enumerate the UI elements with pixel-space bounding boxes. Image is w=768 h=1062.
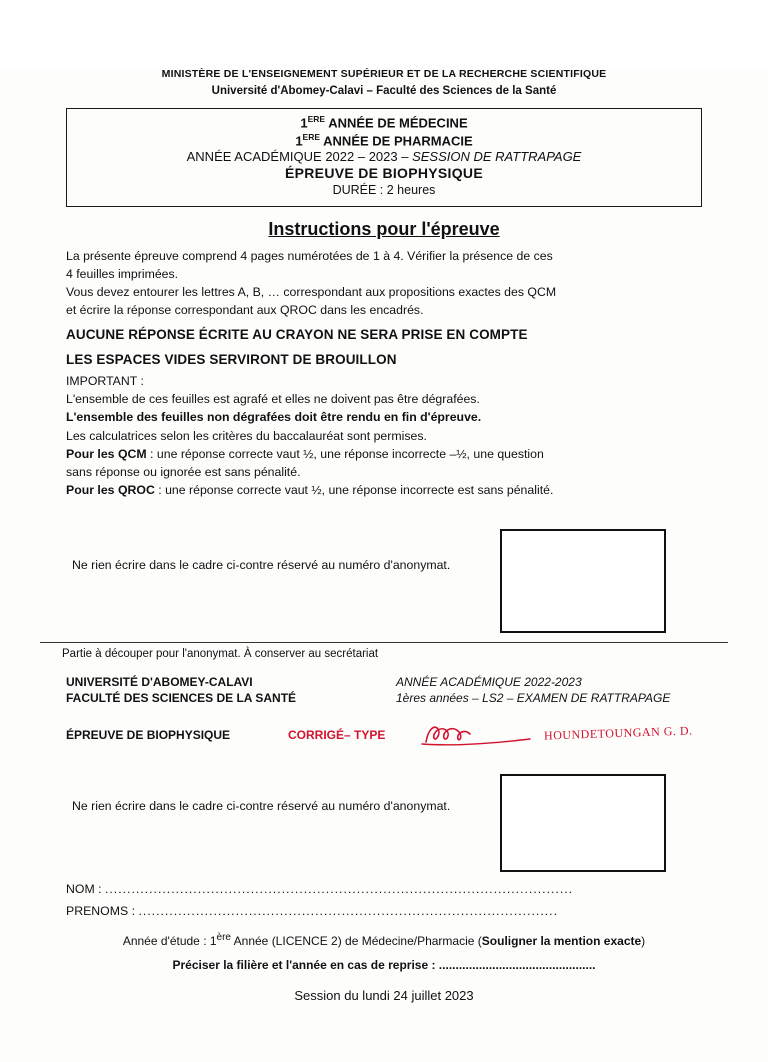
secondary-academic-year: ANNÉE ACADÉMIQUE 2022-2023	[396, 674, 582, 689]
subject-title: ÉPREUVE DE BIOPHYSIQUE	[285, 165, 483, 182]
instructions-para1-line1: La présente épreuve comprend 4 pages numérotées de 1 à 4. Vérifier la présence de ces	[66, 248, 553, 263]
cut-note: Partie à découper pour l'anonymat. À conserver au secrétariat	[62, 647, 379, 660]
nom-input-line[interactable]: ..........................................................................................................	[104, 881, 574, 896]
qroc-text: : une réponse correcte vaut ½, une réponse incorrecte est sans pénalité.	[154, 483, 554, 498]
instructions-body	[66, 248, 702, 499]
instructions-para2-line2: et écrire la réponse correspondant aux QROC dans les encadrés.	[66, 303, 424, 318]
nom-label: NOM :	[66, 881, 102, 896]
exam-cover-page	[0, 68, 768, 1062]
instructions-para1-line2: 4 feuilles imprimées.	[66, 266, 179, 281]
degree-line-pharmacie	[73, 132, 695, 150]
corrige-type-label: CORRIGÉ– TYPE	[288, 727, 386, 742]
secondary-session: 1ères années – LS2 – EXAMEN DE RATTRAPAGE	[396, 690, 671, 705]
prenoms-field-row[interactable]	[66, 904, 702, 918]
anonymat-number-box-bottom[interactable]	[500, 774, 666, 872]
handwritten-signature	[418, 720, 538, 750]
secondary-faculty: FACULTÉ DES SCIENCES DE LA SANTÉ	[66, 690, 297, 705]
anonymat-number-box-top[interactable]	[500, 529, 666, 633]
prenoms-label: PRENOMS :	[66, 903, 136, 918]
prenoms-input-line[interactable]: ...............................................................................................	[138, 903, 559, 918]
degree-medecine-rest: ANNÉE DE MÉDECINE	[325, 115, 468, 131]
epreuve-label: ÉPREUVE DE BIOPHYSIQUE	[66, 727, 231, 742]
qcm-label: Pour les QCM	[66, 446, 147, 461]
exam-title-box	[66, 108, 702, 207]
annee-etude-suffix: )	[641, 933, 646, 948]
important-line3: Les calculatrices selon les critères du baccalauréat sont permises.	[66, 428, 427, 443]
academic-year-text: ANNÉE ACADÉMIQUE 2022 – 2023 –	[186, 149, 413, 165]
session-type-text: SESSION DE RATTRAPAGE	[412, 149, 582, 165]
warning-blank-space: LES ESPACES VIDES SERVIRONT DE BROUILLON	[66, 352, 397, 368]
epreuve-corrige-row	[66, 724, 702, 756]
anonymat-note-top: Ne rien écrire dans le cadre ci-contre réservé au numéro d'anonymat.	[72, 557, 451, 572]
degree-medecine-prefix: 1	[300, 115, 308, 131]
academic-year-line	[73, 149, 695, 165]
signature-name: HOUNDETOUNGAN G. D.	[543, 722, 693, 743]
annee-etude-middle: Année (LICENCE 2) de Médecine/Pharmacie (	[230, 933, 482, 948]
important-label: IMPORTANT :	[66, 374, 144, 389]
instructions-para2-line1: Vous devez entourer les lettres A, B, … correspondant aux propositions exactes des QCM	[66, 284, 557, 299]
important-line1: L'ensemble de ces feuilles est agrafé et elles ne doivent pas être dégrafées.	[66, 392, 480, 407]
anonymat-section-top	[66, 529, 702, 634]
qroc-rule	[66, 482, 702, 498]
annee-etude-bold: Souligner la mention exacte	[481, 933, 642, 948]
annee-etude-sup: ère	[216, 931, 231, 943]
degree-line-medecine	[73, 114, 695, 132]
qcm-text: : une réponse correcte vaut ½, une réponse incorrecte –½, une question	[146, 446, 544, 461]
ministry-line: MINISTÈRE DE L'ENSEIGNEMENT SUPÉRIEUR ET DE LA RECHERCHE SCIENTIFIQUE	[161, 68, 607, 80]
qroc-label: Pour les QROC	[66, 483, 155, 498]
university-line: Université d'Abomey-Calavi – Faculté des Sciences de la Santé	[211, 85, 557, 97]
degree-pharmacie-rest: ANNÉE DE PHARMACIE	[320, 132, 473, 148]
session-date-line: Session du lundi 24 juillet 2023	[294, 987, 474, 1003]
anonymat-note-bottom: Ne rien écrire dans le cadre ci-contre réservé au numéro d'anonymat.	[72, 798, 451, 813]
degree-pharmacie-sup: ERE	[302, 131, 321, 142]
warning-pencil: AUCUNE RÉPONSE ÉCRITE AU CRAYON NE SERA PRISE EN COMPTE	[66, 327, 528, 343]
secondary-header-right	[396, 674, 670, 706]
nom-field-row[interactable]	[66, 882, 702, 896]
qcm-rule-line1	[66, 446, 702, 462]
qcm-rule-line2: sans réponse ou ignorée est sans pénalité.	[66, 465, 301, 480]
anonymat-section-bottom	[66, 774, 702, 874]
annee-etude-line	[66, 932, 702, 948]
secondary-university: UNIVERSITÉ D'ABOMEY-CALAVI	[66, 674, 253, 689]
important-line2: L'ensemble des feuilles non dégrafées doit être rendu en fin d'épreuve.	[66, 410, 482, 425]
annee-etude-prefix: Année d'étude : 1	[122, 933, 217, 948]
preciser-filiere-line[interactable]: Préciser la filière et l'année en cas de reprise : ...............................................	[172, 957, 596, 972]
secondary-header	[66, 674, 702, 708]
duration-line: DURÉE : 2 heures	[332, 182, 436, 197]
degree-medecine-sup: ERE	[307, 114, 326, 124]
degree-pharmacie-prefix: 1	[295, 132, 303, 148]
instructions-title: Instructions pour l'épreuve	[268, 218, 500, 239]
cut-divider	[40, 642, 728, 643]
secondary-header-left	[66, 674, 296, 706]
